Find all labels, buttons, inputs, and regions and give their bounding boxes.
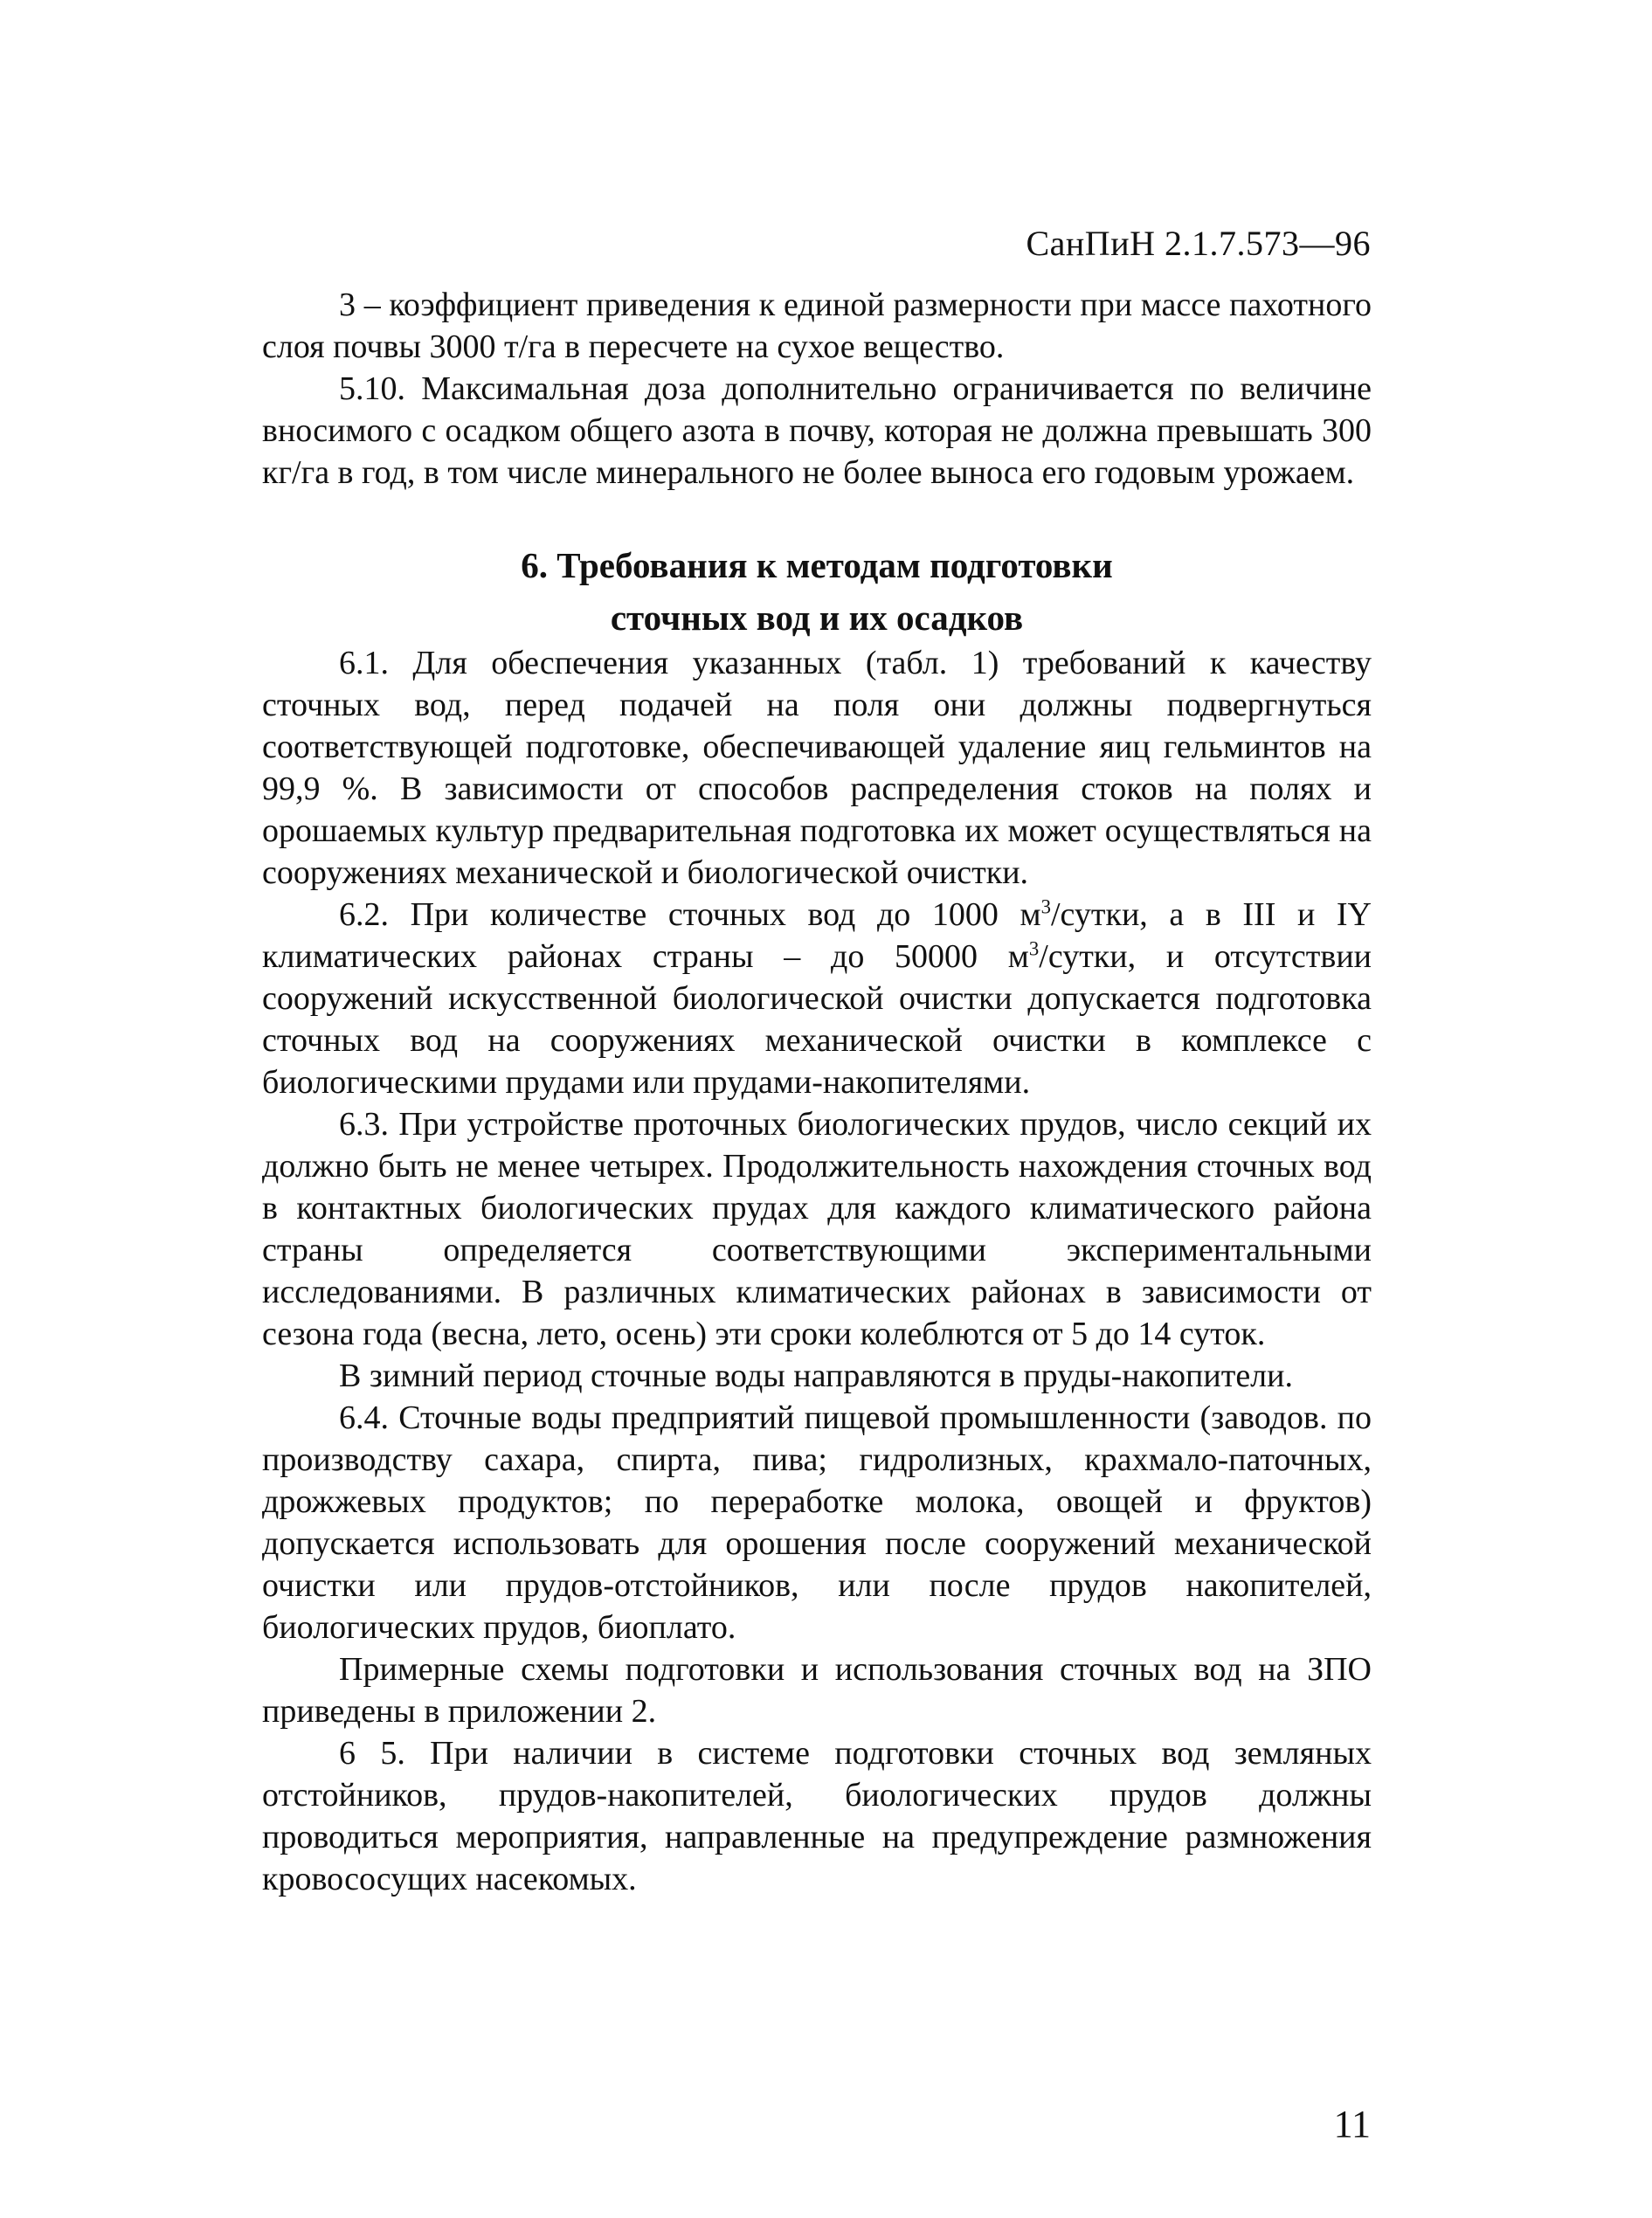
paragraph-schemes: Примерные схемы подготовки и использования сточных вод на ЗПО приведены в приложении 2.: [262, 1651, 1372, 1730]
section-title-line-2: сточных вод и их осадков: [610, 598, 1024, 638]
paragraph-6-3: 6.3. При устройстве проточных биологических прудов, число секций их должно быть не менее четырех. Продолжительность нахождения сточных вод в контактных биологических прудах для каждого климатического района страны определяется соответствующими экспериментальными исследованиями. В различных климатических районах в зависимости от сезона года (весна, лето, осень) эти сроки колеблются от 5 до 14 суток.: [262, 1106, 1372, 1352]
section-title: [262, 539, 1372, 644]
paragraph-6-2: [262, 894, 1372, 1103]
section-body: [262, 642, 1372, 1900]
paragraph-winter: В зимний период сточные воды направляются в пруды-накопители.: [339, 1358, 1293, 1394]
p6-2-text-a: 6.2. При количестве сточных вод до 1000 м: [339, 896, 1041, 933]
p6-2-text-c: /сутки, и отсутствии сооружений искусственной биологической очистки допускается подготовка сточных вод на сооружениях механической очистки в комплексе с биологическими прудами или прудами-накопителями.: [262, 938, 1372, 1101]
paragraph-6-5: 6 5. При наличии в системе подготовки сточных вод земляных отстойников, прудов-накопителей, биологических прудов должны проводиться мероприятия, направленные на предупреждение размножения кровососущих насекомых.: [262, 1735, 1372, 1897]
paragraph-6-4: 6.4. Сточные воды предприятий пищевой промышленности (заводов. по производству сахара, спирта, пива; гидролизных, крахмало-паточных, дрожжевых продуктов; по переработке молока, овощей и фруктов) допускается использовать для орошения после сооружений механической очистки или прудов-отстойников, или после прудов накопителей, биологических прудов, биоплато.: [262, 1399, 1372, 1646]
top-paragraphs: [262, 284, 1372, 494]
paragraph-coefficient: 3 – коэффициент приведения к единой размерности при массе пахотного слоя почвы 3000 т/га в пересчете на сухое вещество.: [262, 287, 1372, 365]
paragraph-6-1: 6.1. Для обеспечения указанных (табл. 1) требований к качеству сточных вод, перед подачей на поля они должны подвергнуться соответствующей подготовке, обеспечивающей удаление яиц гельминтов на 99,9 %. В зависимости от способов распределения стоков на полях и орошаемых культур предварительная подготовка их может осуществляться на сооружениях механической и биологической очистки.: [262, 645, 1372, 891]
page-number: 11: [1333, 2103, 1371, 2145]
p6-2-text-b: /сутки, а в III и IY климатических районах страны – до 50000 м: [262, 896, 1372, 975]
paragraph-5-10: 5.10. Максимальная доза дополнительно ограничивается по величине вносимого с осадком общего азота в почву, которая не должна превышать 300 кг/га в год, в том числе минерального не более выноса его годовым урожаем.: [262, 370, 1372, 491]
p6-2-sup-b: 3: [1028, 937, 1040, 960]
section-title-line-1: 6. Требования к методам подготовки: [521, 545, 1113, 585]
p6-2-sup-a: 3: [1040, 895, 1051, 918]
document-header: СанПиН 2.1.7.573—96: [1026, 224, 1371, 263]
